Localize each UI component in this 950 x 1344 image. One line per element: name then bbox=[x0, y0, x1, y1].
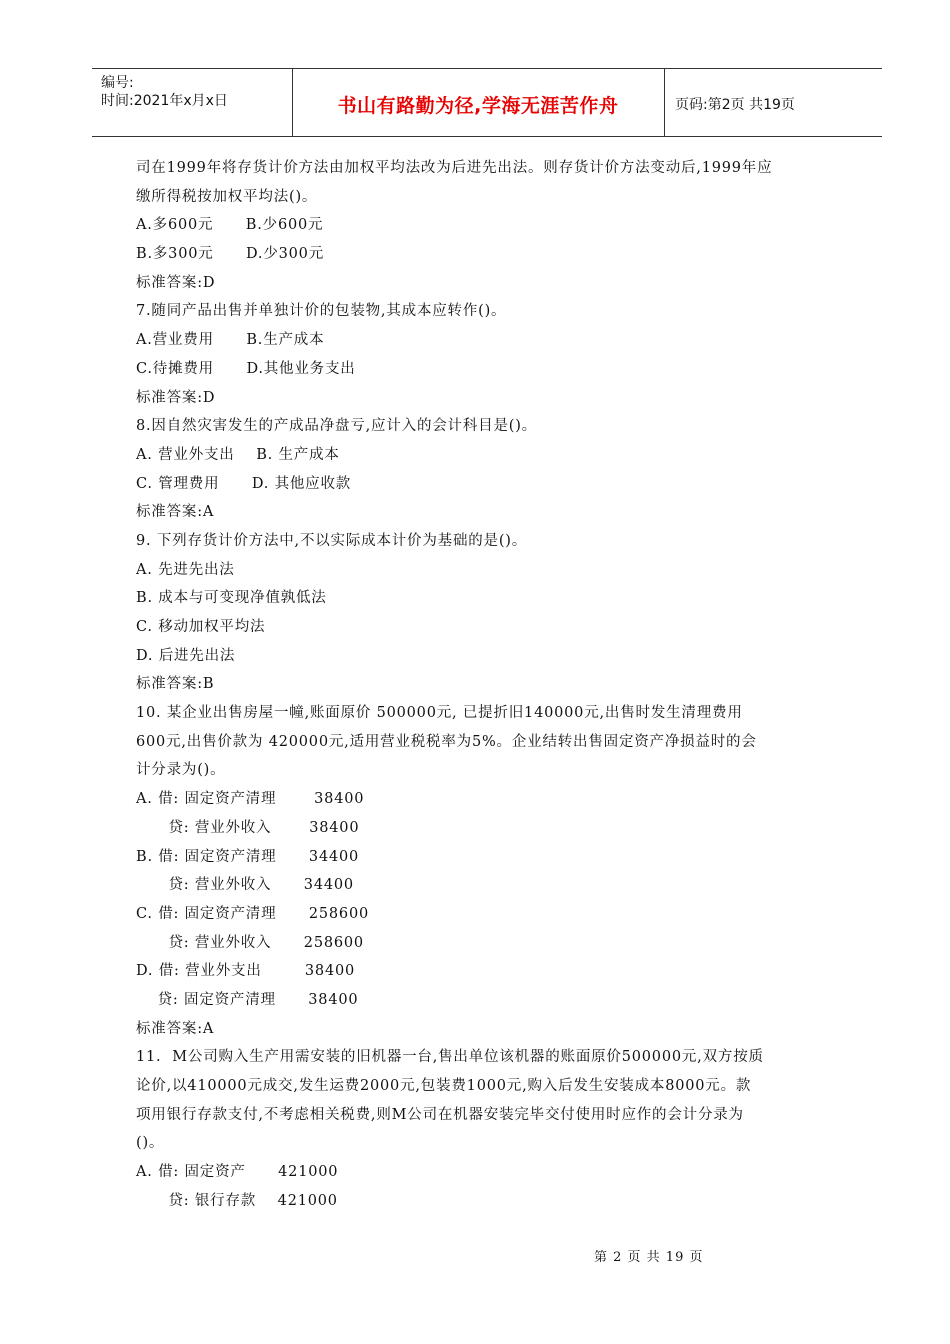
option-line: B. 成本与可变现净值孰低法 bbox=[136, 590, 327, 607]
option-line: A.多600元 B.少600元 bbox=[136, 217, 324, 234]
text-line: 缴所得税按加权平均法()。 bbox=[136, 188, 318, 205]
motto-text: 书山有路勤为径,学海无涯苦作舟 bbox=[337, 95, 619, 117]
question-line: 7.随同产品出售并单独计价的包装物,其成本应转作()。 bbox=[136, 303, 507, 320]
entry-line: 贷: 固定资产清理 38400 bbox=[136, 991, 359, 1008]
question-line: 600元,出售价款为 420000元,适用营业税税率为5%。企业结转出售固定资产净损益时的会 bbox=[136, 733, 757, 750]
option-line: A. 先进先出法 bbox=[136, 561, 235, 578]
text-line: 司在1999年将存货计价方法由加权平均法改为后进先出法。则存货计价方法变动后,1999年应 bbox=[136, 160, 773, 176]
entry-line: 贷: 营业外收入 38400 bbox=[136, 819, 360, 836]
header-motto-cell bbox=[292, 69, 665, 136]
entry-line: A. 借: 固定资产 421000 bbox=[136, 1164, 339, 1181]
question-line: 10. 某企业出售房屋一幢,账面原价 500000元, 已提折旧140000元,出售时发生清理费用 bbox=[136, 705, 743, 722]
question-line: 项用银行存款支付,不考虑相关税费,则M公司在机器安装完毕交付使用时应作的会计分录为 bbox=[136, 1106, 744, 1123]
question-line: 8.因自然灾害发生的产成品净盘亏,应计入的会计科目是()。 bbox=[136, 418, 537, 435]
answer-line: 标准答案:A bbox=[136, 504, 215, 521]
entry-line: A. 借: 固定资产清理 38400 bbox=[136, 791, 365, 808]
page-header bbox=[92, 68, 882, 137]
option-line: A. 营业外支出 B. 生产成本 bbox=[136, 446, 340, 463]
option-line: A.营业费用 B.生产成本 bbox=[136, 332, 325, 349]
time-label: 时间:2021年x月x日 bbox=[101, 93, 228, 109]
entry-line: D. 借: 营业外支出 38400 bbox=[136, 963, 356, 980]
answer-line: 标准答案:A bbox=[136, 1020, 215, 1037]
entry-line: 贷: 营业外收入 258600 bbox=[136, 934, 364, 951]
answer-line: 标准答案:D bbox=[136, 389, 216, 406]
question-line: 计分录为()。 bbox=[136, 762, 226, 779]
option-line: C.待摊费用 D.其他业务支出 bbox=[136, 360, 356, 377]
header-info-cell bbox=[92, 69, 293, 136]
question-line: ()。 bbox=[136, 1135, 165, 1152]
header-page-cell bbox=[664, 69, 882, 136]
page-code: 页码:第2页 共19页 bbox=[675, 97, 795, 113]
question-line: 论价,以410000元成交,发生运费2000元,包装费1000元,购入后发生安装成本8000元。款 bbox=[136, 1078, 752, 1094]
option-line: C. 移动加权平均法 bbox=[136, 619, 266, 635]
document-body bbox=[136, 154, 836, 1215]
answer-line: 标准答案:D bbox=[136, 274, 216, 291]
question-line: 9. 下列存货计价方法中,不以实际成本计价为基础的是()。 bbox=[136, 532, 528, 549]
option-line: C. 管理费用 D. 其他应收款 bbox=[136, 475, 352, 492]
question-line: 11. M公司购入生产用需安装的旧机器一台,售出单位该机器的账面原价500000元,双方按质 bbox=[136, 1049, 764, 1066]
entry-line: B. 借: 固定资产清理 34400 bbox=[136, 848, 360, 865]
answer-line: 标准答案:B bbox=[136, 676, 215, 693]
entry-line: C. 借: 固定资产清理 258600 bbox=[136, 905, 369, 922]
option-line: D. 后进先出法 bbox=[136, 647, 236, 664]
entry-line: 贷: 银行存款 421000 bbox=[136, 1192, 338, 1209]
serial-number-label: 编号: bbox=[101, 75, 134, 91]
option-line: B.多300元 D.少300元 bbox=[136, 246, 324, 263]
entry-line: 贷: 营业外收入 34400 bbox=[136, 877, 354, 894]
page-footer: 第 2 页 共 19 页 bbox=[594, 1250, 704, 1265]
